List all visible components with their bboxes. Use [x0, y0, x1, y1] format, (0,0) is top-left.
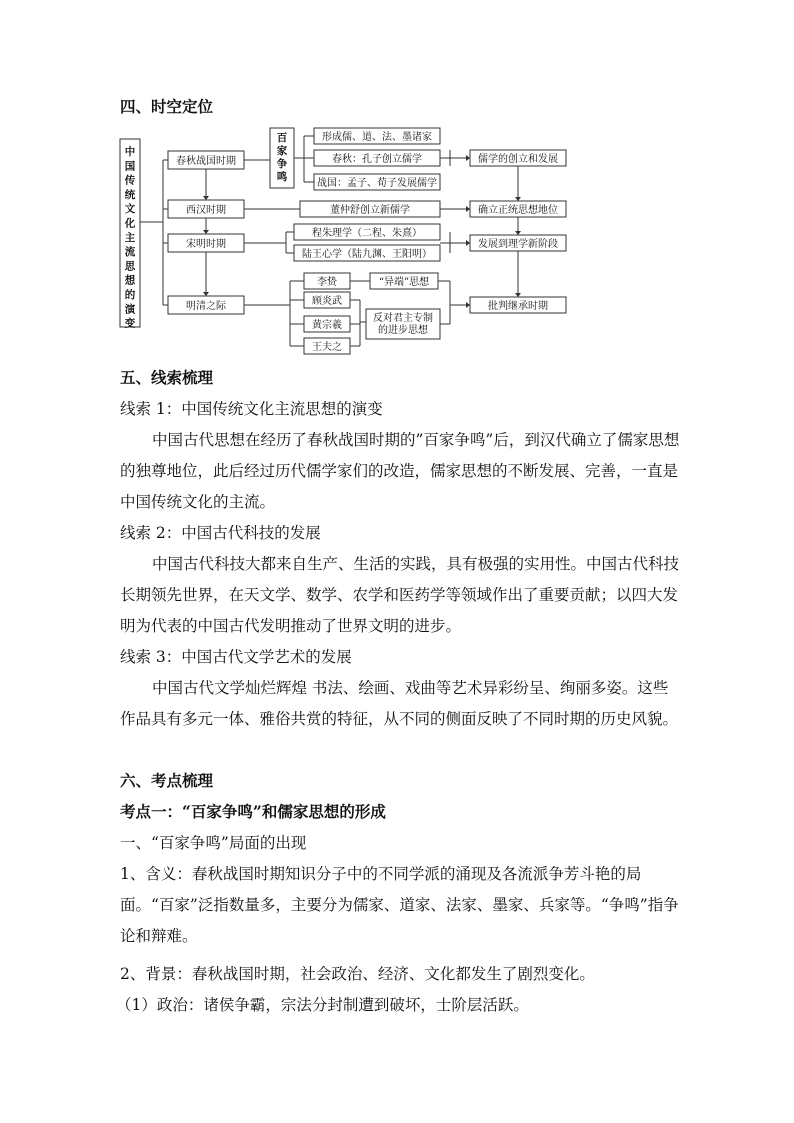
text-gu: 顾炎武 [312, 296, 342, 307]
period-songming: 宋明时期 [186, 239, 226, 250]
clue-1-title: 线索 1：中国传统文化主流思想的演变 [120, 400, 383, 418]
text-chunqiu: 春秋：孔子创立儒学 [332, 154, 422, 165]
section-6-title: 六、考点梳理 [120, 771, 214, 790]
exam-item-3: （1）政治：诸侯争霸，宗法分封制遭到破坏，士阶层活跃。 [116, 996, 529, 1014]
exam-item-1: 1、含义：春秋战国时期知识分子中的不同学派的涌现及各流派争芳斗艳的局面。“百家”泛指数量多，主要分为儒家、道家、法家、墨家、兵家等。“争鸣”指争论和辩难。 [120, 865, 679, 945]
exam-sub-1: 一、“百家争鸣”局面的出现 [120, 834, 307, 852]
text-formation: 形成儒、道、法、墨诸家 [322, 132, 432, 143]
text-lixue: 发展到理学新阶段 [478, 239, 558, 250]
svg-text:中国传统文化主流思想的演变: 中国传统文化主流思想的演变 [124, 146, 136, 330]
text-yiduan: “异端”思想 [378, 277, 430, 288]
text-dong: 董仲舒创立新儒学 [330, 205, 410, 216]
clue-3-title: 线索 3：中国古代文学艺术的发展 [120, 648, 352, 666]
text-orthodox: 确立正统思想地位 [478, 205, 558, 216]
svg-text:百家争鸣: 百家争鸣 [276, 132, 288, 183]
baijia-vertical [277, 131, 288, 183]
clue-3-text: 中国古代文学灿烂辉煌 书法、绘画、戏曲等艺术异彩纷呈、绚丽多姿。这些作品具有多元一体、雅俗共赏的特征，从不同的侧面反映了不同时期的历史风貌。 [120, 679, 679, 728]
exam-item-2: 2、背景：春秋战国时期，社会政治、经济、文化都发生了剧烈变化。 [120, 965, 595, 983]
text-founding: 儒学的创立和发展 [478, 154, 558, 165]
period-mingqing: 明清之际 [186, 301, 226, 312]
thought-evolution-diagram [118, 125, 570, 357]
text-wang: 王夫之 [312, 342, 342, 353]
text-oppose [373, 311, 433, 336]
text-luwang: 陆王心学（陆九渊、王阳明） [302, 249, 432, 260]
clue-2-text: 中国古代科技大都来自生产、生活的实践，具有极强的实用性。中国古代科技长期领先世界，在天文学、数学、农学和医药学等领域作出了重要贡献；以四大发明为代表的中国古代发明推动了世界文明的进步。 [120, 555, 680, 635]
text-lizhi: 李贽 [317, 277, 337, 288]
clue-2-title: 线索 2：中国古代科技的发展 [120, 524, 321, 542]
left-title-vertical [124, 145, 137, 330]
period-chunqiu: 春秋战国时期 [176, 156, 236, 167]
svg-text:反对君主专制的进步思想: 反对君主专制的进步思想 [373, 313, 433, 336]
text-zhanguo: 战国：孟子、荀子发展儒学 [317, 178, 437, 189]
text-critical: 批判继承时期 [488, 301, 548, 312]
exam-point-1: 考点一：“百家争鸣”和儒家思想的形成 [120, 802, 386, 821]
section-5-title: 五、线索梳理 [120, 368, 214, 387]
text-huang: 黄宗羲 [312, 320, 342, 331]
clue-1-text: 中国古代思想在经历了春秋战国时期的”百家争鸣”后，到汉代确立了儒家思想的独尊地位，此后经过历代儒学家们的改造，儒家思想的不断发展、完善，一直是中国传统文化的主流。 [120, 431, 680, 511]
text-chengzhu: 程朱理学（二程、朱熹） [312, 228, 422, 239]
period-xihan: 西汉时期 [186, 205, 226, 216]
section-4-title: 四、时空定位 [120, 97, 214, 116]
